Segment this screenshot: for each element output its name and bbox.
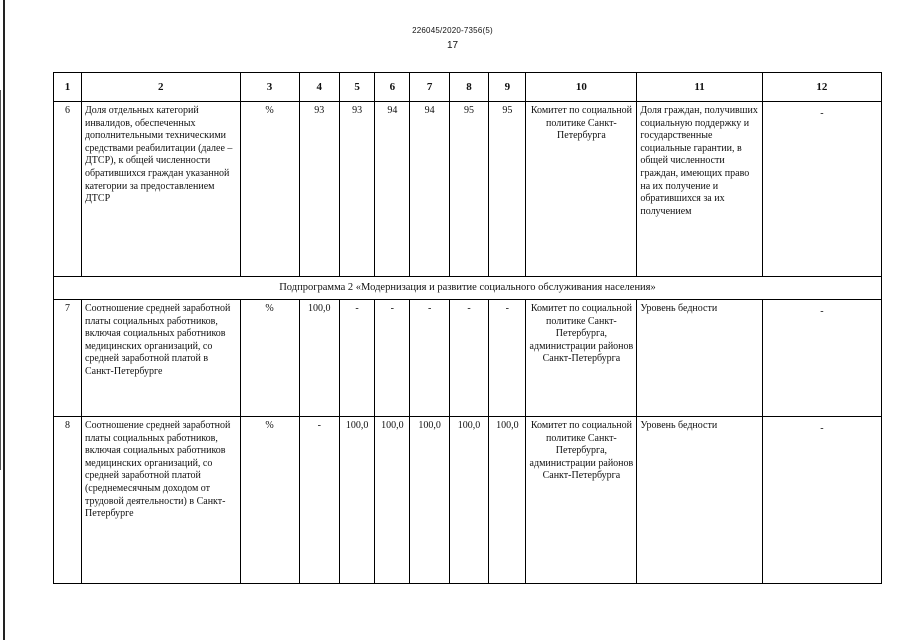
value-cell: 95 bbox=[489, 102, 526, 277]
table-row bbox=[54, 417, 882, 584]
value-cell: 94 bbox=[410, 102, 449, 277]
executor: Комитет по социальной политике Санкт-Петербурга, администрации районов Санкт-Петербурга bbox=[526, 300, 637, 417]
col-number-cell: 3 bbox=[240, 73, 299, 102]
unit: % bbox=[240, 102, 299, 277]
page-number: 17 bbox=[446, 40, 459, 51]
col12-value: - bbox=[762, 417, 881, 584]
row-number: 7 bbox=[54, 300, 82, 417]
col12-value: - bbox=[762, 300, 881, 417]
indicator-name: Соотношение средней заработной платы социальных работников, включая социальных работников медицинских организаций, со средней заработной платой (среднемесячным доходом от трудовой деятельности) в Санкт-Петербурге bbox=[81, 417, 240, 584]
column-number-row bbox=[54, 73, 882, 102]
value-cell: - bbox=[299, 417, 339, 584]
col12-value: - bbox=[762, 102, 881, 277]
unit: % bbox=[240, 417, 299, 584]
indicators-table bbox=[53, 72, 882, 584]
value-cell: 94 bbox=[375, 102, 410, 277]
value-cell: - bbox=[410, 300, 449, 417]
value-cell: - bbox=[449, 300, 488, 417]
value-cell: 93 bbox=[299, 102, 339, 277]
scan-edge-line-faint bbox=[0, 90, 1, 470]
value-cell: 100,0 bbox=[375, 417, 410, 584]
col-number-cell: 4 bbox=[299, 73, 339, 102]
table-row bbox=[54, 300, 882, 417]
unit: % bbox=[240, 300, 299, 417]
indicator-name: Соотношение средней заработной платы социальных работников, включая социальных работников медицинских организаций, со средней заработной платой в Санкт-Петербурге bbox=[81, 300, 240, 417]
col-number-cell: 8 bbox=[449, 73, 488, 102]
document-code: 226045/2020-7356(5) bbox=[412, 26, 493, 35]
col-number-cell: 10 bbox=[526, 73, 637, 102]
row-number: 6 bbox=[54, 102, 82, 277]
col-number-cell: 12 bbox=[762, 73, 881, 102]
scan-edge-line bbox=[3, 0, 5, 640]
value-cell: - bbox=[339, 300, 374, 417]
target-indicator: Доля граждан, получивших социальную поддержку и государственные социальные гарантии, в общей численности граждан, имеющих право на их получение и обратившихся за их получением bbox=[637, 102, 762, 277]
value-cell: 100,0 bbox=[489, 417, 526, 584]
col-number-cell: 7 bbox=[410, 73, 449, 102]
table-row bbox=[54, 102, 882, 277]
value-cell: 100,0 bbox=[339, 417, 374, 584]
value-cell: 93 bbox=[339, 102, 374, 277]
target-indicator: Уровень бедности bbox=[637, 300, 762, 417]
value-cell: 100,0 bbox=[449, 417, 488, 584]
col-number-cell: 6 bbox=[375, 73, 410, 102]
subprogram-row bbox=[54, 277, 882, 300]
executor: Комитет по социальной политике Санкт-Петербурга bbox=[526, 102, 637, 277]
subprogram-title: Подпрограмма 2 «Модернизация и развитие социального обслуживания населения» bbox=[54, 277, 882, 300]
value-cell: - bbox=[489, 300, 526, 417]
executor: Комитет по социальной политике Санкт-Петербурга, администрации районов Санкт-Петербурга bbox=[526, 417, 637, 584]
col-number-cell: 2 bbox=[81, 73, 240, 102]
col-number-cell: 9 bbox=[489, 73, 526, 102]
row-number: 8 bbox=[54, 417, 82, 584]
value-cell: - bbox=[375, 300, 410, 417]
value-cell: 95 bbox=[449, 102, 488, 277]
col-number-cell: 11 bbox=[637, 73, 762, 102]
col-number-cell: 5 bbox=[339, 73, 374, 102]
indicator-name: Доля отдельных категорий инвалидов, обеспеченных дополнительными техническими средствами реабилитации (далее – ДТСР), к общей численности обратившихся граждан указанной категории за предоставлением ДТСР bbox=[81, 102, 240, 277]
value-cell: 100,0 bbox=[299, 300, 339, 417]
col-number-cell: 1 bbox=[54, 73, 82, 102]
target-indicator: Уровень бедности bbox=[637, 417, 762, 584]
value-cell: 100,0 bbox=[410, 417, 449, 584]
